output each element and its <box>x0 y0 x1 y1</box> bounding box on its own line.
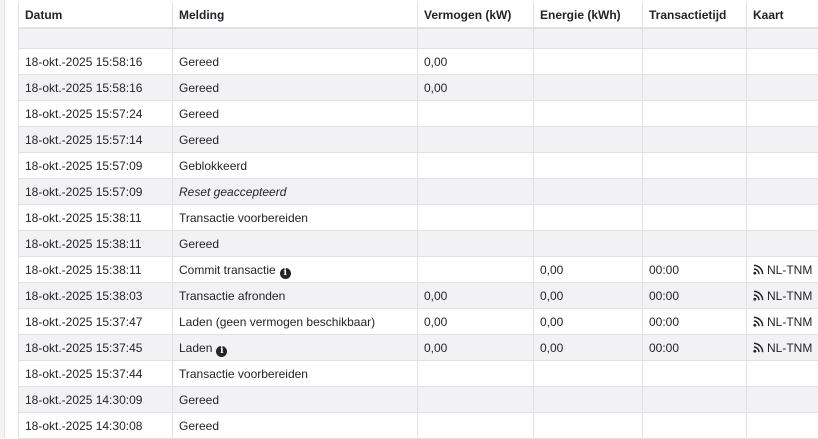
info-icon[interactable]: i <box>216 346 227 357</box>
cell-datum: 18-okt.-2025 15:58:16 <box>18 75 172 101</box>
cell-melding <box>172 257 417 283</box>
rfid-icon <box>753 264 764 275</box>
table-row <box>18 101 818 127</box>
cell-kaart <box>746 283 818 309</box>
cell-kaart <box>746 361 818 387</box>
rfid-icon <box>753 290 764 301</box>
cell-tijd <box>642 231 746 257</box>
cell-vermogen <box>417 179 533 205</box>
card-link[interactable] <box>753 263 812 277</box>
cell-kaart <box>746 257 818 283</box>
cell-kaart <box>746 231 818 257</box>
event-log-table <box>18 2 818 439</box>
cell-melding <box>172 49 417 75</box>
cell-kaart <box>746 49 818 75</box>
cell-vermogen <box>417 127 533 153</box>
message-text: Reset geaccepteerd <box>179 185 287 199</box>
cell-vermogen <box>417 361 533 387</box>
cell-kaart <box>746 153 818 179</box>
cell-melding <box>172 231 417 257</box>
cell-energie: 0,00 <box>533 257 642 283</box>
cell-energie <box>533 49 642 75</box>
column-header-vermogen[interactable]: Vermogen (kW) <box>417 2 533 29</box>
cell-datum: 18-okt.-2025 15:37:45 <box>18 335 172 361</box>
cell-vermogen <box>417 257 533 283</box>
message-text: Gereed <box>179 81 220 95</box>
cell-datum: 18-okt.-2025 15:57:09 <box>18 179 172 205</box>
table-body <box>18 49 818 439</box>
card-id: NL-TNM <box>767 263 813 277</box>
card-link[interactable] <box>753 341 812 355</box>
cell-datum: 18-okt.-2025 15:37:44 <box>18 361 172 387</box>
message-text: Commit transactie <box>179 263 276 277</box>
cell-melding <box>172 127 417 153</box>
card-id: NL-TNM <box>767 315 813 329</box>
message-text: Geblokkeerd <box>179 159 248 173</box>
cell-kaart <box>746 387 818 413</box>
table-row <box>18 361 818 387</box>
cell-melding <box>172 101 417 127</box>
column-header-datum[interactable]: Datum <box>18 2 172 29</box>
table-row <box>18 75 818 101</box>
cell-melding <box>172 283 417 309</box>
cell-datum: 18-okt.-2025 15:38:11 <box>18 257 172 283</box>
message-text: Gereed <box>179 237 220 251</box>
cell-energie <box>533 205 642 231</box>
table-header <box>18 2 818 29</box>
cell-kaart <box>746 335 818 361</box>
cell-kaart <box>746 205 818 231</box>
cell-melding <box>172 309 417 335</box>
cell-vermogen: 0,00 <box>417 309 533 335</box>
cell-tijd <box>642 49 746 75</box>
cell-tijd: 00:00 <box>642 257 746 283</box>
cell-tijd <box>642 75 746 101</box>
cell-kaart <box>746 309 818 335</box>
cell-energie <box>533 231 642 257</box>
rfid-icon <box>753 316 764 327</box>
cell-datum: 18-okt.-2025 15:58:16 <box>18 49 172 75</box>
cell-melding <box>172 179 417 205</box>
cell-datum: 18-okt.-2025 15:38:03 <box>18 283 172 309</box>
cell-energie <box>533 127 642 153</box>
cell-tijd <box>642 387 746 413</box>
cell-melding <box>172 413 417 439</box>
cell-vermogen <box>417 413 533 439</box>
table-row <box>18 231 818 257</box>
cell-tijd <box>642 361 746 387</box>
cell-datum: 18-okt.-2025 15:57:14 <box>18 127 172 153</box>
cell-vermogen: 0,00 <box>417 335 533 361</box>
cell-vermogen: 0,00 <box>417 49 533 75</box>
column-header-melding[interactable]: Melding <box>172 2 417 29</box>
table-row <box>18 127 818 153</box>
cell-datum: 18-okt.-2025 14:30:08 <box>18 413 172 439</box>
column-header-transactietijd[interactable]: Transactietijd <box>642 2 746 29</box>
cell-kaart <box>746 75 818 101</box>
cell-tijd <box>642 179 746 205</box>
message-text: Gereed <box>179 393 220 407</box>
cell-energie <box>533 75 642 101</box>
cell-melding <box>172 335 417 361</box>
empty-row <box>18 29 818 49</box>
cell-melding <box>172 387 417 413</box>
message-text: Gereed <box>179 419 220 433</box>
cell-tijd <box>642 153 746 179</box>
cell-kaart <box>746 179 818 205</box>
cell-tijd <box>642 413 746 439</box>
cell-energie <box>533 153 642 179</box>
cell-datum: 18-okt.-2025 14:30:09 <box>18 387 172 413</box>
cell-melding <box>172 75 417 101</box>
table-row <box>18 309 818 335</box>
cell-datum: 18-okt.-2025 15:38:11 <box>18 231 172 257</box>
card-id: NL-TNM <box>767 341 813 355</box>
cell-vermogen <box>417 153 533 179</box>
cell-tijd <box>642 205 746 231</box>
cell-vermogen <box>417 101 533 127</box>
cell-tijd: 00:00 <box>642 335 746 361</box>
cell-kaart <box>746 101 818 127</box>
cell-datum: 18-okt.-2025 15:57:09 <box>18 153 172 179</box>
cell-tijd <box>642 127 746 153</box>
table-row <box>18 257 818 283</box>
cell-vermogen: 0,00 <box>417 75 533 101</box>
cell-energie: 0,00 <box>533 283 642 309</box>
table-row <box>18 387 818 413</box>
cell-vermogen <box>417 387 533 413</box>
cell-datum: 18-okt.-2025 15:37:47 <box>18 309 172 335</box>
cell-vermogen <box>417 205 533 231</box>
cell-energie <box>533 361 642 387</box>
card-id: NL-TNM <box>767 289 813 303</box>
left-panel-edge <box>0 0 5 438</box>
cell-kaart <box>746 413 818 439</box>
cell-datum: 18-okt.-2025 15:38:11 <box>18 205 172 231</box>
info-icon[interactable]: i <box>280 268 291 279</box>
message-text: Laden <box>179 341 213 355</box>
cell-datum: 18-okt.-2025 15:57:24 <box>18 101 172 127</box>
cell-tijd <box>642 101 746 127</box>
cell-energie: 0,00 <box>533 335 642 361</box>
message-text: Gereed <box>179 55 220 69</box>
message-text: Laden (geen vermogen beschikbaar) <box>179 315 376 329</box>
table-row <box>18 153 818 179</box>
cell-vermogen: 0,00 <box>417 283 533 309</box>
cell-melding <box>172 205 417 231</box>
cell-energie <box>533 179 642 205</box>
cell-energie <box>533 101 642 127</box>
cell-vermogen <box>417 231 533 257</box>
message-text: Transactie afronden <box>179 289 286 303</box>
table-row <box>18 413 818 439</box>
card-link[interactable] <box>753 315 812 329</box>
table-row <box>18 335 818 361</box>
table-row <box>18 205 818 231</box>
cell-energie: 0,00 <box>533 309 642 335</box>
cell-tijd: 00:00 <box>642 283 746 309</box>
message-text: Transactie voorbereiden <box>179 367 308 381</box>
cell-tijd: 00:00 <box>642 309 746 335</box>
table-row <box>18 49 818 75</box>
table-row <box>18 179 818 205</box>
message-text: Gereed <box>179 107 220 121</box>
cell-energie <box>533 413 642 439</box>
rfid-icon <box>753 342 764 353</box>
column-header-kaart[interactable]: Kaart <box>746 2 818 29</box>
cell-energie <box>533 387 642 413</box>
table-row <box>18 283 818 309</box>
cell-melding <box>172 153 417 179</box>
message-text: Gereed <box>179 133 220 147</box>
card-link[interactable] <box>753 289 812 303</box>
cell-melding <box>172 361 417 387</box>
cell-kaart <box>746 127 818 153</box>
message-text: Transactie voorbereiden <box>179 211 308 225</box>
column-header-energie[interactable]: Energie (kWh) <box>533 2 642 29</box>
